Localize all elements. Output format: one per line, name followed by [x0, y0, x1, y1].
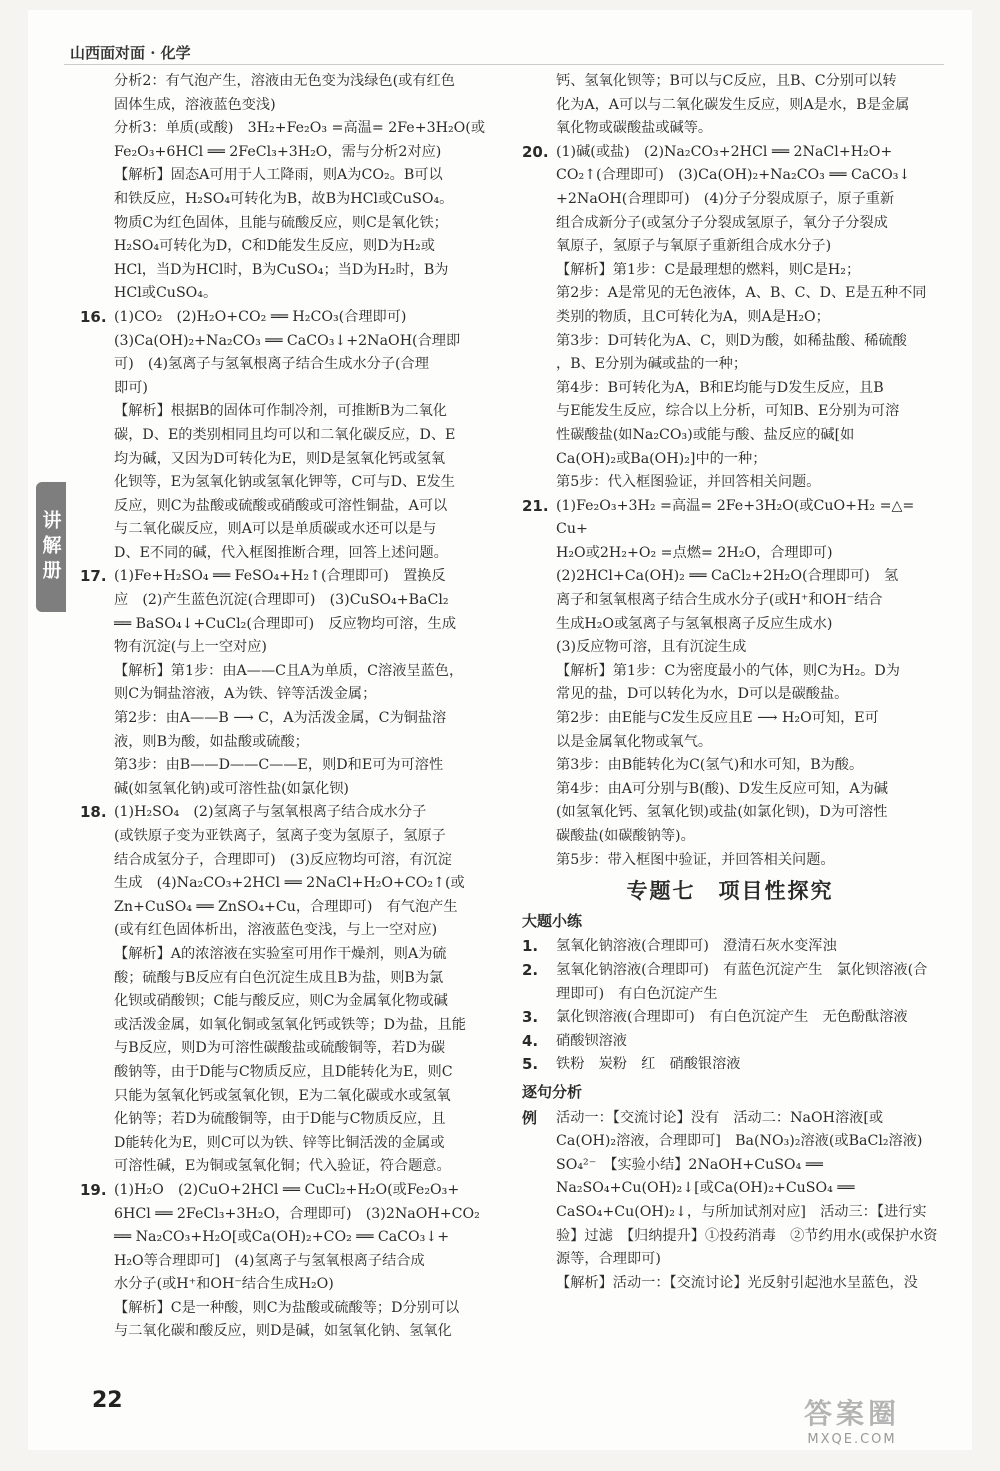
line-text: 化钡等，E为氢氧化钠或氢氧化钾等，C可与D、E发生 — [114, 474, 455, 491]
line-text: 氧原子，氢原子与氧原子重新组合成水分子) — [556, 238, 832, 255]
question-number — [80, 825, 114, 849]
text-line — [522, 94, 938, 118]
line-text: 应 (2)产生蓝色沉淀(合理即可) (3)CuSO₄+BaCl₂ — [114, 592, 449, 609]
question-number — [80, 1132, 114, 1156]
text-line — [80, 589, 500, 613]
text-line — [80, 330, 500, 354]
line-text: 化钡或硝酸钡；C能与酸反应，则C为金属氧化物或碱 — [114, 993, 448, 1010]
text-line — [80, 188, 500, 212]
line-text: 第5步：代入框图验证，并回答相关问题。 — [556, 474, 821, 491]
question-number — [80, 282, 114, 306]
line-text: (2)2HCl+Ca(OH)₂ ══ CaCl₂+2H₂O(合理即可) 氢 — [556, 568, 899, 585]
question-number: 17. — [80, 567, 107, 586]
text-line — [522, 424, 938, 448]
text-line — [522, 353, 938, 377]
line-text: 化为A，A可以与二氧化碳发生反应，则A是水，B是金属 — [556, 96, 910, 113]
text-line — [80, 1273, 500, 1297]
question-number — [522, 565, 556, 589]
question-number: 2. — [522, 960, 539, 979]
question-number: 3. — [522, 1008, 539, 1027]
text-line — [80, 518, 500, 542]
line-text: 即可) — [114, 379, 148, 396]
line-text: 或活泼金属，如氧化铜或氢氧化钙或铁等；D为盐，且能 — [114, 1016, 466, 1033]
side-tab-label: 讲解册 — [39, 509, 62, 585]
text-line — [80, 306, 500, 330]
text-line — [80, 1014, 500, 1038]
question-number — [80, 1250, 114, 1274]
text-line — [80, 778, 500, 802]
line-text: H₂SO₄可转化为D，C和D能发生反应，则D为H₂或 — [114, 238, 435, 255]
text-line — [522, 589, 938, 613]
text-line — [522, 117, 938, 141]
text-line — [522, 471, 938, 495]
question-number — [522, 353, 556, 377]
question-number — [80, 518, 114, 542]
line-text: 碱(如氢氧化钠)或可溶性盐(如氯化钡) — [114, 780, 349, 797]
text-line — [522, 636, 938, 660]
page-number: 22 — [92, 1388, 123, 1413]
line-text: Ca(OH)₂或Ba(OH)₂]中的一种； — [556, 450, 767, 467]
question-number — [522, 400, 556, 424]
question-number — [80, 1155, 114, 1179]
question-number — [80, 660, 114, 684]
line-text: 类别的物质，且C可转化为A，则A是H₂O； — [556, 308, 830, 325]
line-text: 第5步：带入框图中验证，并回答相关问题。 — [556, 851, 835, 868]
text-line — [80, 424, 500, 448]
line-text: 只能为氢氧化钙或氢氧化钡，E为二氧化碳或水或氢氧 — [114, 1087, 451, 1104]
text-line — [80, 1108, 500, 1132]
line-text: 化钠等；若D为硫酸铜等，由于D能与C物质反应，且 — [114, 1111, 446, 1128]
question-number — [522, 212, 556, 236]
text-line — [80, 660, 500, 684]
text-line — [80, 919, 500, 943]
question-number — [80, 919, 114, 943]
text-line — [80, 1320, 500, 1344]
question-number — [80, 1108, 114, 1132]
line-text: 分析2：有气泡产生，溶液由无色变为浅绿色(或有红色 — [114, 73, 455, 89]
question-number — [80, 872, 114, 896]
line-text: 活动一：【交流讨论】没有 活动二：NaOH溶液[或Ca(OH)₂溶液，合理即可] Ba(NO₃)₂溶液(或BaCl₂溶液) SO₄²⁻ 【实验小结】2NaOH+CuSO₄ ══ Na₂SO₄+Cu(OH)₂↓[或Ca(OH)₂+CuSO₄ ══ CaSO₄+Cu(OH)₂↓，与所加试剂对应] 活动三：【进行实验】过滤 【归纳提升】①投药消毒 ②节约用水(或保护水资源等，合理即可) — [556, 1109, 938, 1268]
text-line — [522, 70, 938, 94]
line-text: ══ Na₂CO₃+H₂O[或Ca(OH)₂+CO₂ ══ CaCO₃↓+ — [114, 1229, 450, 1246]
line-text: 酸钠等，由于D能与C物质反应，且D能转化为E，则C — [114, 1063, 453, 1080]
question-number — [80, 353, 114, 377]
text-line — [80, 377, 500, 401]
text-line — [522, 849, 938, 873]
line-text: 【解析】C是一种酸，则C为盐酸或硫酸等；D分别可以 — [114, 1299, 460, 1316]
text-line — [522, 935, 938, 959]
text-line — [522, 282, 938, 306]
side-tab — [36, 482, 66, 612]
text-line — [522, 141, 938, 165]
line-text: 均为碱，又因为D可转化为E，则D是氢氧化钙或氢氧 — [114, 450, 446, 467]
question-number — [80, 683, 114, 707]
text-line — [80, 683, 500, 707]
line-text: (1)CO₂ (2)H₂O+CO₂ ══ H₂CO₃(合理即可) — [114, 308, 407, 325]
question-number — [80, 1320, 114, 1344]
text-line — [80, 70, 500, 94]
line-text: 组合成新分子(或氢分子分裂成氢原子，氧分子分裂成 — [556, 214, 888, 231]
text-line — [80, 448, 500, 472]
question-number — [80, 1037, 114, 1061]
text-line — [522, 660, 938, 684]
question-number — [80, 212, 114, 236]
question-number — [80, 589, 114, 613]
text-line — [80, 282, 500, 306]
line-text: 6HCl ══ 2FeCl₃+3H₂O，合理即可) (3)2NaOH+CO₂ — [114, 1205, 480, 1222]
line-text: (3)Ca(OH)₂+Na₂CO₃ ══ CaCO₃↓+2NaOH(合理即 — [114, 332, 461, 349]
left-column — [80, 70, 500, 1344]
text-line — [522, 1053, 938, 1077]
text-line — [80, 1085, 500, 1109]
text-line — [80, 990, 500, 1014]
header-divider — [64, 64, 944, 65]
line-text: D能转化为E，则C可以为铁、锌等比铜活泼的金属或 — [114, 1134, 445, 1151]
text-line — [80, 825, 500, 849]
text-line — [80, 636, 500, 660]
line-text: 物有沉淀(与上一空对应) — [114, 639, 267, 656]
line-text: 第3步：由B能转化为C(氢气)和水可知，B为酸。 — [556, 757, 864, 774]
text-line — [522, 825, 938, 849]
line-text: Fe₂O₃+6HCl ══ 2FeCl₃+3H₂O，需与分析2对应) — [114, 143, 442, 160]
line-text: 铁粉 炭粉 红 硝酸银溶液 — [556, 1056, 741, 1073]
question-number — [80, 164, 114, 188]
line-text: 【解析】根据B的固体可作制冷剂，可推断B为二氧化 — [114, 403, 447, 420]
question-number: 19. — [80, 1180, 107, 1199]
line-text: ══ BaSO₄↓+CuCl₂(合理即可) 反应物均可溶，生成 — [114, 615, 457, 632]
text-line — [80, 1297, 500, 1321]
line-text: (或有红色固体析出，溶液蓝色变浅，与上一空对应) — [114, 922, 438, 939]
text-line — [522, 542, 938, 566]
text-line — [80, 235, 500, 259]
line-text: HCl，当D为HCl时，B为CuSO₄；当D为H₂时，B为 — [114, 261, 449, 278]
text-line — [522, 959, 938, 1006]
text-line — [522, 306, 938, 330]
line-text: (3)反应物可溶，且有沉淀生成 — [556, 639, 747, 656]
line-text: +2NaOH(合理即可) (4)分子分裂成原子，原子重新 — [556, 190, 895, 207]
line-text: 可) (4)氢离子与氢氧根离子结合生成水分子(合理 — [114, 356, 429, 373]
question-number — [80, 471, 114, 495]
line-text: H₂O或2H₂+O₂ =点燃= 2H₂O，合理即可) — [556, 544, 833, 561]
line-text: 酸；硫酸与B反应有白色沉淀生成且B为盐，则B为氯 — [114, 969, 444, 986]
line-text: 性碳酸盐(如Na₂CO₃)或能与酸、盐反应的碱[如 — [556, 426, 855, 443]
question-number — [80, 731, 114, 755]
line-text: 第3步：由B——D——C——E，则D和E可为可溶性 — [114, 757, 444, 774]
question-number: 20. — [522, 142, 549, 161]
line-text: 物质C为红色固体，且能与硫酸反应，则C是氧化铁； — [114, 214, 448, 231]
line-text: 与二氧化碳反应，则A可以是单质碳或水还可以是与 — [114, 521, 437, 538]
line-text: 离子和氢氧根离子结合生成水分子(或H⁺和OH⁻结合 — [556, 592, 883, 609]
question-number — [80, 1226, 114, 1250]
text-line — [80, 565, 500, 589]
text-line — [80, 542, 500, 566]
question-number — [522, 731, 556, 755]
question-number — [80, 849, 114, 873]
text-line — [522, 754, 938, 778]
line-text: 水分子(或H⁺和OH⁻结合生成H₂O) — [114, 1276, 334, 1293]
text-line — [522, 565, 938, 589]
line-text: 固体生成，溶液蓝色变浅) — [114, 96, 276, 113]
line-text: CO₂↑(合理即可) (3)Ca(OH)₂+Na₂CO₃ ══ CaCO₃↓ — [556, 167, 911, 184]
line-text: 【解析】固态A可用于人工降雨，则A为CO₂。B可以 — [114, 167, 443, 184]
line-text: H₂O等合理即可] (4)氢离子与氢氧根离子结合成 — [114, 1252, 425, 1269]
watermark-text: 答案圈 — [804, 1397, 901, 1430]
question-number — [80, 377, 114, 401]
question-number — [522, 825, 556, 849]
question-number: 1. — [522, 937, 539, 956]
line-text: 常见的盐，D可以转化为水，D可以是碳酸盐。 — [556, 686, 849, 703]
question-number — [80, 1203, 114, 1227]
text-line — [522, 448, 938, 472]
watermark-logo — [804, 1392, 900, 1447]
text-line — [522, 212, 938, 236]
line-text: 【解析】第1步：C为密度最小的气体，则C为H₂。D为 — [556, 662, 900, 679]
question-number — [522, 377, 556, 401]
question-number — [522, 660, 556, 684]
text-line — [80, 495, 500, 519]
question-number — [80, 235, 114, 259]
line-text: (1)H₂SO₄ (2)氢离子与氢氧根离子结合成水分子 — [114, 804, 427, 821]
question-number — [522, 613, 556, 637]
question-number — [522, 282, 556, 306]
question-number — [522, 683, 556, 707]
question-number — [80, 400, 114, 424]
question-number — [80, 424, 114, 448]
question-number — [80, 943, 114, 967]
line-text: 第2步：由E能与C发生反应且E ⟶ H₂O可知，E可 — [556, 710, 879, 727]
line-text: 氢氧化钠溶液(合理即可) 澄清石灰水变浑浊 — [556, 938, 837, 955]
text-line — [80, 1061, 500, 1085]
question-number — [522, 164, 556, 188]
text-line — [80, 94, 500, 118]
line-text: 反应，则C为盐酸或硫酸或硝酸或可溶性铜盐，A可以 — [114, 497, 448, 514]
line-text: 以是金属氧化物或氧气。 — [556, 733, 713, 750]
text-line — [522, 1272, 938, 1296]
text-line — [80, 896, 500, 920]
question-number — [80, 188, 114, 212]
line-text: 液，则B为酸，如盐酸或硫酸； — [114, 733, 309, 750]
question-number — [522, 636, 556, 660]
line-text: (1)H₂O (2)CuO+2HCl ══ CuCl₂+H₂O(或Fe₂O₃+ — [114, 1181, 460, 1198]
right-column — [522, 70, 938, 1295]
text-line — [522, 495, 938, 542]
question-number — [80, 754, 114, 778]
question-number — [522, 542, 556, 566]
question-number — [522, 471, 556, 495]
question-number — [80, 778, 114, 802]
line-text: 第3步：D可转化为A、C，则D为酸，如稀盐酸、稀硫酸 — [556, 332, 907, 349]
line-text: 则C为铜盐溶液，A为铁、锌等活泼金属； — [114, 686, 377, 703]
line-text: 第4步：B可转化为A，B和E均能与D发生反应，且B — [556, 379, 884, 396]
line-text: 第4步：由A可分别与B(酸)、D发生反应可知，A为碱 — [556, 780, 888, 797]
question-number — [80, 1273, 114, 1297]
question-number — [522, 801, 556, 825]
text-line — [80, 353, 500, 377]
question-number — [80, 1085, 114, 1109]
text-line — [80, 731, 500, 755]
text-line — [80, 872, 500, 896]
line-text: 【解析】第1步：由A——C且A为单质，C溶液呈蓝色， — [114, 662, 464, 679]
question-number — [80, 70, 114, 94]
watermark-url: MXQE.COM — [807, 1432, 897, 1447]
text-line — [522, 683, 938, 707]
question-number — [80, 636, 114, 660]
text-line — [80, 212, 500, 236]
text-line — [80, 400, 500, 424]
text-line — [522, 400, 938, 424]
text-line — [80, 141, 500, 165]
text-line — [522, 330, 938, 354]
question-number — [522, 188, 556, 212]
question-number — [522, 306, 556, 330]
question-number — [80, 330, 114, 354]
text-line — [522, 731, 938, 755]
line-text: ，B、E分别为碱或盐的一种； — [556, 356, 748, 373]
question-number — [80, 1297, 114, 1321]
question-number — [522, 1272, 556, 1296]
text-line — [80, 754, 500, 778]
text-line — [522, 1030, 938, 1054]
line-text: 氧化物或碳酸盐或碱等。 — [556, 120, 713, 137]
subsection-title-analysis: 逐句分析 — [522, 1082, 583, 1101]
text-line — [80, 1203, 500, 1227]
line-text: 结合成氢分子，合理即可) (3)反应物均可溶，有沉淀 — [114, 851, 452, 868]
text-line — [80, 117, 500, 141]
text-line — [522, 1107, 938, 1272]
line-text: 与E能发生反应，综合以上分析，可知B、E分别为可溶 — [556, 403, 900, 420]
question-number — [522, 117, 556, 141]
line-text: (1)Fe+H₂SO₄ ══ FeSO₄+H₂↑(合理即可) 置换反 — [114, 568, 446, 585]
line-text: HCl或CuSO₄。 — [114, 285, 218, 302]
text-line — [80, 1132, 500, 1156]
text-line — [80, 967, 500, 991]
question-number — [80, 542, 114, 566]
question-number — [522, 448, 556, 472]
line-text: 【解析】第1步：C是最理想的燃料，则C是H₂； — [556, 261, 861, 278]
text-line — [80, 849, 500, 873]
question-number: 18. — [80, 803, 107, 822]
line-text: 分析3：单质(或酸) 3H₂+Fe₂O₃ =高温= 2Fe+3H₂O(或 — [114, 120, 486, 137]
page-header: 山西面对面 · 化学 — [70, 44, 191, 62]
line-text: 可溶性碱，E为铜或氢氧化铜；代入验证，符合题意。 — [114, 1158, 451, 1175]
question-number: 16. — [80, 307, 107, 326]
text-line — [522, 235, 938, 259]
text-line — [80, 1226, 500, 1250]
line-text: (1)碱(或盐) (2)Na₂CO₃+2HCl ══ 2NaCl+H₂O+ — [556, 143, 893, 160]
section-title: 专题七 项目性探究 — [626, 879, 834, 904]
question-number — [522, 589, 556, 613]
line-text: 与B反应，则D为可溶性碳酸盐或硫酸铜等，若D为碳 — [114, 1040, 446, 1057]
text-line — [80, 801, 500, 825]
line-text: 碳酸盐(如碳酸钠等)。 — [556, 828, 695, 844]
question-number — [522, 754, 556, 778]
text-line — [80, 613, 500, 637]
line-text: 和铁反应，H₂SO₄可转化为B，故B为HCl或CuSO₄。 — [114, 190, 454, 207]
question-number — [522, 707, 556, 731]
line-text: (1)Fe₂O₃+3H₂ =高温= 2Fe+3H₂O(或CuO+H₂ =△= Cu+ — [556, 497, 915, 538]
question-number — [80, 495, 114, 519]
line-text: 硝酸钡溶液 — [556, 1032, 627, 1049]
text-line — [80, 943, 500, 967]
line-text: D、E不同的碱，代入框图推断合理，回答上述问题。 — [114, 544, 448, 561]
question-number — [522, 235, 556, 259]
text-line — [80, 707, 500, 731]
line-text: 【解析】A的浓溶液在实验室可用作干燥剂，则A为硫 — [114, 945, 447, 962]
question-number: 21. — [522, 496, 549, 515]
text-line — [522, 164, 938, 188]
question-number — [522, 849, 556, 873]
question-number — [80, 967, 114, 991]
text-line — [80, 1155, 500, 1179]
line-text: (如氢氧化钙、氢氧化钡)或盐(如氯化钡)，D为可溶性 — [556, 804, 888, 821]
question-number — [522, 94, 556, 118]
question-number — [522, 330, 556, 354]
text-line — [80, 164, 500, 188]
text-line — [522, 707, 938, 731]
line-text: 氢氧化钠溶液(合理即可) 有蓝色沉淀产生 氯化钡溶液(合理即可) 有白色沉淀产生 — [556, 961, 928, 1002]
line-text: (或铁原子变为亚铁离子，氢离子变为氢原子，氢原子 — [114, 828, 446, 844]
line-text: Zn+CuSO₄ ══ ZnSO₄+Cu，合理即可) 有气泡产生 — [114, 898, 458, 915]
question-number: 4. — [522, 1031, 539, 1050]
line-text: 碳，D、E的类别相同且均可以和二氧化碳反应，D、E — [114, 426, 456, 443]
line-text: 生成H₂O或氢离子与氢氧根离子反应生成水) — [556, 615, 833, 632]
line-text: 钙、氢氧化钡等；B可以与C反应，且B、C分别可以转 — [556, 73, 897, 89]
question-number — [80, 613, 114, 637]
text-line — [522, 188, 938, 212]
question-number: 例 — [522, 1108, 538, 1127]
question-number — [80, 141, 114, 165]
text-line — [522, 259, 938, 283]
question-number — [80, 117, 114, 141]
question-number — [80, 896, 114, 920]
question-number: 5. — [522, 1055, 539, 1074]
question-number — [80, 448, 114, 472]
question-number — [80, 707, 114, 731]
question-number — [80, 1014, 114, 1038]
text-line — [522, 1006, 938, 1030]
subsection-title-practice: 大题小练 — [522, 911, 583, 930]
question-number — [522, 70, 556, 94]
text-line — [522, 613, 938, 637]
line-text: 与二氧化碳和酸反应，则D是碱，如氢氧化钠、氢氧化 — [114, 1323, 452, 1340]
line-text: 第2步：A是常见的无色液体，A、B、C、D、E是五种不同 — [556, 285, 927, 302]
question-number — [80, 259, 114, 283]
question-number — [80, 94, 114, 118]
text-line — [80, 1179, 500, 1203]
text-line — [80, 259, 500, 283]
text-line — [522, 778, 938, 802]
question-number — [522, 424, 556, 448]
line-text: 【解析】活动一：【交流讨论】光反射引起池水呈蓝色，没 — [556, 1274, 918, 1291]
text-line — [80, 1037, 500, 1061]
text-line — [80, 471, 500, 495]
text-line — [80, 1250, 500, 1274]
question-number — [522, 259, 556, 283]
question-number — [80, 990, 114, 1014]
question-number — [522, 778, 556, 802]
line-text: 第2步：由A——B ⟶ C，A为活泼金属，C为铜盐溶 — [114, 710, 447, 727]
text-line — [522, 377, 938, 401]
line-text: 生成 (4)Na₂CO₃+2HCl ══ 2NaCl+H₂O+CO₂↑(或 — [114, 875, 465, 892]
text-line — [522, 801, 938, 825]
question-number — [80, 1061, 114, 1085]
line-text: 氯化钡溶液(合理即可) 有白色沉淀产生 无色酚酞溶液 — [556, 1009, 908, 1026]
